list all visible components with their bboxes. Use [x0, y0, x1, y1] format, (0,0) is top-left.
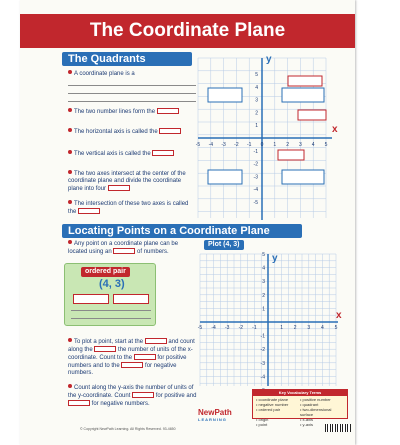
- answer-box: [145, 338, 167, 344]
- bullet-item: [68, 200, 196, 216]
- bullet-text: for positive and: [155, 393, 197, 399]
- answer-box: [68, 400, 90, 406]
- bullet-dot-icon: [68, 240, 72, 244]
- tick-label: -2: [234, 142, 239, 148]
- answer-box: [134, 354, 156, 360]
- bullet-dot-icon: [68, 128, 72, 132]
- newpath-logo: [198, 408, 232, 422]
- quadrant-answer-box: [208, 88, 242, 102]
- tick-label: 4: [262, 265, 265, 272]
- bullet-text: the number of units of the x-coordinate. Count to the: [68, 347, 193, 361]
- tick-label: -2: [260, 347, 265, 354]
- logo-text: NewPath: [198, 408, 232, 417]
- bullet-item: [68, 70, 196, 102]
- bullet-text: The two axes intersect at the center of the coordinate plane and divide the coordinate plane into four: [68, 171, 186, 192]
- tick-label: -5: [195, 142, 201, 148]
- tick-label: 1: [262, 306, 265, 313]
- tick-label: -2: [253, 161, 258, 168]
- y-axis-label: y: [266, 54, 272, 65]
- tick-label: -3: [224, 325, 230, 331]
- answer-box: [152, 150, 174, 156]
- tick-label: 2: [262, 292, 265, 299]
- tick-label: -1: [253, 148, 258, 155]
- vocabulary-term: • point: [256, 422, 268, 427]
- tick-label: -4: [260, 374, 265, 381]
- x-axis-label: x: [332, 124, 338, 135]
- tick-label: 1: [255, 123, 258, 130]
- quadrants-heading: The Quadrants: [62, 52, 192, 66]
- bullet-item: [68, 170, 196, 193]
- tick-label: 2: [286, 142, 289, 148]
- ordered-pair-label: ordered pair: [81, 267, 130, 277]
- bullet-text: A coordinate plane is a: [74, 71, 135, 77]
- vocabulary-term: • quadrant: [300, 402, 319, 407]
- bullet-text: The intersection of these two axes is called the: [68, 201, 189, 215]
- tick-label: -3: [253, 174, 258, 181]
- tick-label: -3: [260, 360, 265, 367]
- barcode: [325, 424, 351, 432]
- vocabulary-term: • origin: [256, 417, 269, 422]
- coordinate-grid-quadrants: [192, 54, 342, 224]
- answer-box: [94, 346, 116, 352]
- quadrant-answer-box: [288, 76, 322, 86]
- bullet-item: [68, 128, 196, 136]
- bullet-dot-icon: [68, 200, 72, 204]
- bullet-item: [68, 338, 198, 377]
- x-axis-label: x: [336, 310, 342, 321]
- vocabulary-term: • two-dimensional surface: [300, 407, 332, 417]
- bullet-item: [68, 240, 198, 256]
- bullet-text: of numbers.: [137, 249, 169, 255]
- coordinate-grid-plot: [196, 252, 346, 388]
- bullet-dot-icon: [68, 170, 72, 174]
- tick-label: -2: [238, 325, 244, 331]
- tick-label: -4: [208, 142, 214, 148]
- tick-label: -4: [253, 187, 258, 194]
- tick-label: 5: [334, 325, 338, 331]
- answer-box: [113, 294, 149, 304]
- tick-label: 4: [255, 84, 258, 91]
- quadrant-answer-box: [282, 170, 324, 184]
- tick-label: 5: [324, 142, 328, 148]
- vocabulary-term: • y-axis: [300, 422, 313, 427]
- vocabulary-heading: Key Vocabulary Terms: [253, 390, 347, 396]
- bullet-item: [68, 150, 196, 158]
- vocabulary-term: • coordinate plane: [256, 397, 289, 402]
- tick-label: 3: [307, 325, 311, 331]
- bullet-dot-icon: [68, 150, 72, 154]
- tick-label: 5: [255, 72, 258, 78]
- answer-line: [68, 80, 196, 86]
- vocabulary-box: [252, 389, 348, 427]
- poster: [20, 0, 355, 445]
- bullet-text: Any point on a coordinate plane can be located using an: [68, 241, 179, 255]
- tick-label: 3: [299, 142, 302, 148]
- tick-label: 0: [260, 142, 264, 148]
- bullet-dot-icon: [68, 384, 72, 388]
- tick-label: 3: [255, 97, 258, 104]
- tick-label: -5: [197, 325, 203, 331]
- bullet-text: Count along the y-axis the number of units of the y-coordinate. Count: [68, 385, 194, 399]
- logo-subtext: LEARNING: [198, 417, 227, 422]
- origin-answer-box: [278, 150, 304, 160]
- bullet-dot-icon: [68, 338, 72, 342]
- tick-label: -3: [221, 142, 226, 148]
- bullet-text: The horizontal axis is called the: [74, 129, 158, 135]
- tick-label: -1: [252, 325, 257, 331]
- poster-title: The Coordinate Plane: [20, 14, 355, 48]
- locating-points-heading: Locating Points on a Coordinate Plane: [62, 224, 302, 238]
- answer-box: [121, 362, 143, 368]
- answer-box: [159, 128, 181, 134]
- quadrant-answer-box: [208, 170, 242, 184]
- bullet-dot-icon: [68, 108, 72, 112]
- y-axis-label: y: [272, 253, 278, 264]
- copyright-text: © Copyright NewPath Learning. All Rights Reserved. 93-4650: [80, 427, 176, 431]
- tick-label: 3: [262, 279, 265, 286]
- tick-label: -5: [253, 200, 258, 206]
- tick-label: 1: [280, 325, 283, 331]
- tick-label: -1: [246, 142, 252, 148]
- answer-box: [113, 248, 135, 254]
- tick-label: -4: [211, 325, 216, 331]
- answer-line: [71, 318, 151, 319]
- vocabulary-term: • x-axis: [300, 417, 313, 422]
- answer-line: [71, 310, 151, 311]
- bullet-text: The vertical axis is called the: [74, 151, 151, 157]
- bullet-dot-icon: [68, 70, 72, 74]
- bullet-text: and count along the: [68, 339, 195, 353]
- answer-box: [132, 392, 154, 398]
- answer-line: [68, 88, 196, 94]
- plot-label: Plot (4, 3): [204, 240, 244, 250]
- answer-line: [68, 96, 196, 102]
- tick-label: 2: [255, 110, 258, 117]
- ordered-pair-card: [64, 263, 156, 326]
- bullet-item: [68, 384, 198, 408]
- bullet-text: for positive numbers and to the: [68, 355, 187, 369]
- answer-box: [157, 108, 179, 114]
- ordered-pair-value: (4, 3): [99, 278, 125, 290]
- tick-label: 5: [262, 252, 265, 258]
- tick-label: -1: [260, 333, 265, 340]
- answer-box: [73, 294, 109, 304]
- vocabulary-term: • ordered pair: [256, 407, 281, 412]
- tick-label: 4: [311, 142, 315, 148]
- vocabulary-term: • positive number: [300, 397, 331, 402]
- bullet-text: for negative numbers.: [68, 363, 177, 376]
- tick-label: 4: [321, 325, 324, 331]
- answer-box: [108, 185, 130, 191]
- quadrant-answer-box: [282, 88, 324, 102]
- vocabulary-term: • negative number: [256, 402, 289, 407]
- tick-label: 2: [293, 325, 297, 331]
- tick-label: 1: [273, 142, 277, 148]
- answer-box: [78, 208, 100, 214]
- bullet-text: To plot a point, start at the: [74, 339, 144, 345]
- bullet-item: [68, 108, 196, 116]
- bullet-text: The two number lines form the: [74, 109, 156, 115]
- bullet-text: for negative numbers.: [91, 401, 150, 407]
- axis-answer-box: [298, 110, 326, 120]
